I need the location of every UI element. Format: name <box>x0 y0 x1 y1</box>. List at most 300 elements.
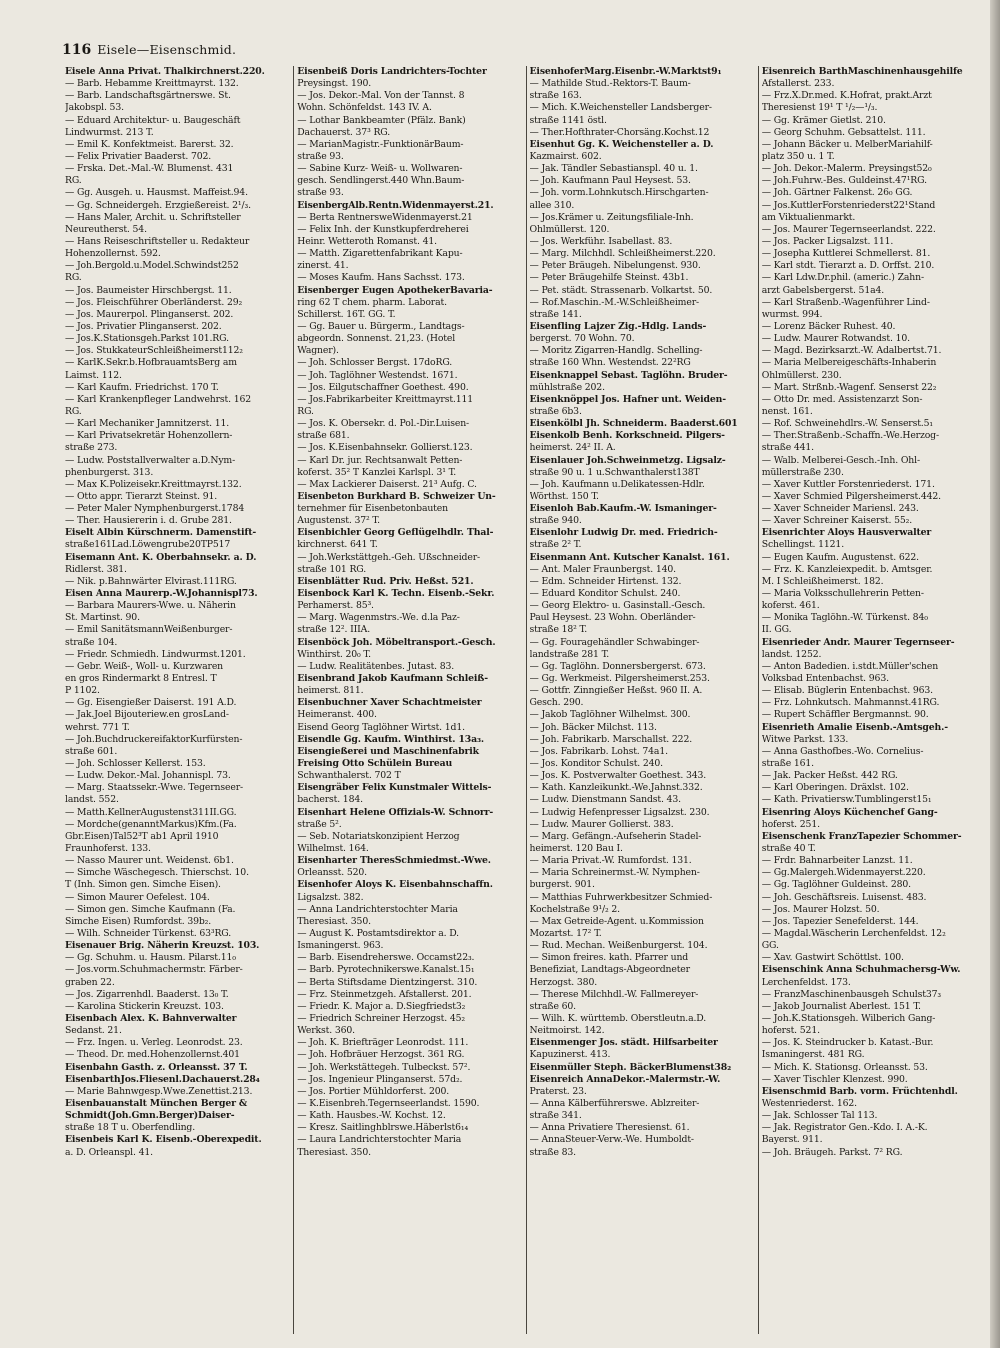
directory-entry-line: — Anna Gasthofbes.-Wo. Cornelius- <box>761 745 924 757</box>
directory-entry-line: — Simon gen. Simche Kaufmann (Fa. <box>65 903 236 915</box>
directory-entry-line: Praterst. 23. <box>529 1085 587 1097</box>
directory-entry-line: Gbr.Eisen)Tal52³T ab1 April 1910 <box>65 830 219 842</box>
directory-entry-line: — Peter Maler Nymphenburgerst.1784 <box>65 503 245 515</box>
directory-entry-line: — Georg Schuhm. Gebsattelst. 111. <box>761 126 926 138</box>
directory-entry-line: — Jos. K. Obersekr. d. Pol.-Dir.Luisen- <box>297 418 470 430</box>
directory-entry-line: RG. <box>65 272 82 284</box>
directory-entry-line: — Ludw. Maurer Rotwandst. 10. <box>761 333 910 345</box>
directory-entry-line: — Marg. Gefängn.-Aufseherin Stadel- <box>529 830 702 842</box>
directory-entry-line: — Marie Bahnwgesp.Wwe.Zenettist.213. <box>65 1085 253 1097</box>
directory-entry-line: — Xav. Gastwirt Schöttlst. 100. <box>761 952 904 964</box>
directory-surname-line: Eisenring Aloys Küchenchef Gang- <box>761 806 938 818</box>
directory-entry-line: — Hans Maler, Archit. u. Schriftsteller <box>65 211 241 223</box>
directory-entry-line: straße 163. <box>529 90 582 102</box>
directory-entry-line: — Wilh. K. württemb. Oberstleutn.a.D. <box>529 1012 707 1024</box>
directory-entry-line: — Jos. StukkateurSchleißheimerst112₂ <box>65 345 243 357</box>
directory-entry-line: — Theod. Dr. med.Hohenzollernst.401 <box>65 1049 240 1061</box>
directory-entry-line: — Seb. Notariatskonzipient Herzog <box>297 830 460 842</box>
directory-entry-line: Ridlerst. 381. <box>65 563 127 575</box>
directory-entry-line: — Jakob Journalist Aberlest. 151 T. <box>761 1000 921 1012</box>
directory-entry-line: straße 12². IIIA. <box>297 624 371 636</box>
directory-entry-line: — Joh. Bräugeh. Parkst. 7² RG. <box>761 1146 903 1158</box>
directory-entry-line: Jakobspl. 53. <box>65 102 124 114</box>
directory-entry-line: — Karl Straßenb.-Wagenführer Lind- <box>761 296 930 308</box>
directory-entry-line: — Barb. Hebamme Kreittmayrst. 132. <box>65 78 239 90</box>
directory-entry-line: nenst. 161. <box>761 405 813 417</box>
directory-entry-line: — Jos. Maurer Holzst. 50. <box>761 903 880 915</box>
directory-entry-line: straße 601. <box>65 745 118 757</box>
directory-entry-line: Eisend Georg Taglöhner Wirtst. 1d1. <box>297 721 465 733</box>
directory-surname-line: Eisenbeis Karl K. Eisenb.-Oberexpedit. <box>65 1134 262 1146</box>
directory-entry-line: Bayerst. 911. <box>761 1134 823 1146</box>
directory-entry-line: — Karl Kaufm. Friedrichst. 170 T. <box>65 381 219 393</box>
directory-entry-line: — Marg. Milchhdl. Schleißheimerst.220. <box>529 248 716 260</box>
directory-entry-line: abgeordn. Sonnenst. 21,23. (Hotel <box>297 333 456 345</box>
directory-surname-line: Eisenlauer Joh.Schweinmetzg. Ligsalz- <box>529 454 726 466</box>
directory-entry-line: — Joh. Dekor.-Malerm. Preysingst52₀ <box>761 163 932 175</box>
directory-entry-line: — Frz. Lohnkutsch. Mahmannst.41RG. <box>761 697 940 709</box>
directory-entry-line: — Karolina Stickerin Kreuzst. 103. <box>65 1000 224 1012</box>
directory-entry-line: — Kath. Kanzleikunkt.-We.Jahnst.332. <box>529 782 703 794</box>
directory-surname-line: Eisenhart Helene Offizials-W. Schnorr- <box>297 806 494 818</box>
directory-entry-line: — Xaver Schneider Mariensl. 243. <box>761 503 919 515</box>
directory-entry-line: straße 141. <box>529 308 582 320</box>
directory-entry-line: — Mathilde Stud.-Rektors-T. Baum- <box>529 78 691 90</box>
directory-entry-line: — Gebr. Weiß-, Woll- u. Kurzwaren <box>65 660 224 672</box>
directory-entry-line: — Joh. vorm.Lohnkutsch.Hirschgarten- <box>529 187 709 199</box>
directory-entry-line: straße 2² T. <box>529 539 582 551</box>
directory-entry-line: — Karl Oberingen. Dräxlst. 102. <box>761 782 909 794</box>
directory-entry-line: — Felix Privatier Baaderst. 702. <box>65 150 212 162</box>
directory-entry-line: — Joh. Hofbräuer Herzogst. 361 RG. <box>297 1049 465 1061</box>
directory-surname-line: Eisenbeton Burkhard B. Schweizer Un- <box>297 490 496 502</box>
directory-entry-line: — Moritz Zigarren-Handlg. Schelling- <box>529 345 703 357</box>
directory-entry-line: — Jos. Ingenieur Plinganserst. 57d₂. <box>297 1073 463 1085</box>
directory-entry-line: — Matth. Zigarettenfabrikant Kapu- <box>297 248 463 260</box>
directory-entry-line: — Joh. Fabrikarb. Marschallst. 222. <box>529 733 693 745</box>
directory-entry-line: — Friedrich Schreiner Herzogst. 45₂ <box>297 1012 465 1024</box>
directory-entry-line: arzt Gabelsbergerst. 51a4. <box>761 284 885 296</box>
directory-entry-line: — Joh. Schlosser Bergst. 17doRG. <box>297 357 453 369</box>
directory-entry-line: — Simche Wäschegesch. Thierschst. 10. <box>65 867 249 879</box>
directory-entry-line: am Viktualienmarkt. <box>761 211 856 223</box>
directory-entry-line: landst. 552. <box>65 794 119 806</box>
directory-entry-line: — Jos. Maurerpol. Plinganserst. 202. <box>65 308 234 320</box>
directory-surname-line: Eisenschink Anna Schuhmachersg-Ww. <box>761 964 961 976</box>
directory-entry-line: — Ludw. Poststallverwalter a.D.Nym- <box>65 454 236 466</box>
directory-entry-line: burgerst. 901. <box>529 879 595 891</box>
directory-entry-line: — Edm. Schneider Hirtenst. 132. <box>529 575 682 587</box>
directory-entry-line: landstraße 281 T. <box>529 648 610 660</box>
directory-column-2 <box>294 66 526 1334</box>
directory-entry-line: — Therese Milchhdl.-W. Fallmereyer- <box>529 988 699 1000</box>
directory-entry-line: wurmst. 994. <box>761 308 823 320</box>
directory-entry-line: — Jos. Packer Ligsalzst. 111. <box>761 235 894 247</box>
directory-surname-line: Eisenbock Karl K. Techn. Eisenb.-Sekr. <box>297 588 495 600</box>
directory-surname-line: Eisenknöppel Jos. Hafner unt. Weiden- <box>529 393 726 405</box>
directory-entry-line: — Jos. Eilgutschaffner Goethest. 490. <box>297 381 469 393</box>
directory-entry-line: Wörthst. 150 T. <box>529 490 599 502</box>
directory-surname-line: Schmidt(Joh.Gmn.Berger)Daiser- <box>65 1110 235 1122</box>
directory-entry-line: wehrst. 771 T. <box>65 721 130 733</box>
directory-entry-line: — Jos. Portier Mühldorferst. 200. <box>297 1085 450 1097</box>
directory-entry-line: — Ther. Hausiererin i. d. Grube 281. <box>65 515 232 527</box>
directory-entry-line: Ismaningerst. 963. <box>297 940 384 952</box>
directory-entry-line: allee 310. <box>529 199 575 211</box>
directory-entry-line: — Lothar Bankbeamter (Pfälz. Bank) <box>297 114 466 126</box>
directory-entry-line: Schillerst. 16T. GG. T. <box>297 308 396 320</box>
directory-entry-line: Fraunhoferst. 133. <box>65 843 151 854</box>
directory-entry-line: Ismaningerst. 481 RG. <box>761 1049 865 1061</box>
directory-entry-line: — Peter Bräugeh. Nibelungenst. 930. <box>529 260 701 272</box>
directory-entry-line: — Jos. Maurer Tegernseerlandst. 222. <box>761 223 936 235</box>
directory-entry-line: — Johann Bäcker u. MelberMariahilf- <box>761 138 933 150</box>
directory-entry-line: — Frska. Det.-Mal.-W. Blumenst. 431 <box>65 163 234 175</box>
directory-entry-line: — Joh. Kaufmann u.Delikatessen-Hdlr. <box>529 478 705 490</box>
directory-entry-line: — Gg. Eisengießer Daiserst. 191 A.D. <box>65 697 237 709</box>
directory-entry-line: — Rof. Schweinehdlrs.-W. Senserst.5₁ <box>761 418 933 430</box>
directory-entry-line: — Georg Elektro- u. Gasinstall.-Gesch. <box>529 600 706 612</box>
directory-surname-line: Eisenhofer Aloys K. Eisenbahnschaffn. <box>297 879 493 891</box>
directory-entry-line: Augustenst. 37² T. <box>297 515 380 527</box>
directory-entry-line: — Jak. Registrator Gen.-Kdo. I. A.-K. <box>761 1122 928 1134</box>
directory-entry-line: — Gg. Schuhm. u. Hausm. Pilarst.11₀ <box>65 952 236 964</box>
directory-surname-line: Eisenböck Joh. Möbeltransport.-Gesch. <box>297 636 496 648</box>
directory-entry-line: — Moses Kaufm. Hans Sachsst. 173. <box>297 272 465 284</box>
directory-entry-line: — Ludwig Hefenpresser Ligsalzst. 230. <box>529 806 710 818</box>
directory-entry-line: — Ther.Straßenb.-Schaffn.-We.Herzog- <box>761 430 939 442</box>
directory-entry-line: Ohlmüllerst. 230. <box>761 369 842 381</box>
directory-entry-line: Laimst. 112. <box>65 369 122 381</box>
directory-entry-line: — Joh. Taglöhner Westendst. 1671. <box>297 369 458 381</box>
directory-entry-line: — Elisab. Büglerin Entenbachst. 963. <box>761 685 933 697</box>
directory-entry-line: Sedanst. 21. <box>65 1025 122 1037</box>
directory-entry-line: Heinr. Wetteroth Romanst. 41. <box>297 235 437 247</box>
directory-entry-line: GG. <box>761 940 779 952</box>
directory-entry-line: phenburgerst. 313. <box>65 466 154 478</box>
directory-entry-line: — Max K.Polizeisekr.Kreittmayrst.132. <box>65 478 242 490</box>
directory-entry-line: — Mart. Strßnb.-Wagenf. Senserst 22₂ <box>761 381 937 393</box>
directory-entry-line: Wilhelmst. 164. <box>297 843 369 854</box>
directory-entry-line: — Friedr. K. Major a. D.Siegfriedst3₂ <box>297 1000 466 1012</box>
directory-entry-line: — Berta Stiftsdame Dientzingerst. 310. <box>297 976 478 988</box>
directory-entry-line: — Barb. Landschaftsgärtnerswe. St. <box>65 90 231 102</box>
directory-entry-line: — Max Lackierer Daiserst. 21³ Aufg. C. <box>297 478 477 490</box>
directory-surname-line: Eisenhut Gg. K. Weichensteller a. D. <box>529 138 714 150</box>
directory-surname-line: Eisenrieder Andr. Maurer Tegernseer- <box>761 636 955 648</box>
directory-entry-line: — Frz. K. Kanzleiexpedit. b. Amtsger. <box>761 563 933 575</box>
directory-surname-line: Eisengießerei und Maschinenfabrik <box>297 745 479 757</box>
directory-entry-line: Werkst. 360. <box>297 1025 355 1037</box>
directory-entry-line: — Jakob Taglöhner Wilhelmst. 300. <box>529 709 691 721</box>
directory-entry-line: — Anton Badedien. i.stdt.Müller'schen <box>761 660 939 672</box>
directory-entry-line: Hohenzollernst. 592. <box>65 248 161 260</box>
directory-entry-line: — Joh. Kaufmann Paul Heysest. 53. <box>529 175 691 187</box>
directory-entry-line: — Ludw. Dienstmann Sandst. 43. <box>529 794 681 806</box>
directory-entry-line: — Anna Landrichterstochter Maria <box>297 903 458 915</box>
directory-entry-line: — Joh.Werkstättgeh.-Geh. Ußschneider- <box>297 551 480 563</box>
directory-entry-line: — Joh. Werkstättegeh. Tulbeckst. 57². <box>297 1061 471 1073</box>
directory-entry-line: — Ludw. Maurer Gollierst. 383. <box>529 818 674 830</box>
directory-entry-line: — MarianMagistr.-FunktionärBaum- <box>297 138 464 150</box>
directory-entry-line: — Jos. Konditor Schulst. 240. <box>529 758 663 770</box>
directory-entry-line: M. I Schleißheimerst. 182. <box>761 575 884 587</box>
directory-entry-line: ring 62 T chem. pharm. Laborat. <box>297 296 447 308</box>
directory-entry-line: Kapuzinerst. 413. <box>529 1049 611 1061</box>
directory-entry-line: — Jos.vorm.Schuhmachermstr. Färber- <box>65 964 243 976</box>
directory-entry-line: — Berta RentnersweWidenmayerst.21 <box>297 211 473 223</box>
directory-surname-line: Eisenbrand Jakob Kaufmann Schleiß- <box>297 673 488 685</box>
directory-entry-line: graben 22. <box>65 976 115 988</box>
directory-entry-line: Herzogst. 380. <box>529 976 598 988</box>
directory-entry-line: zinerst. 41. <box>297 260 349 272</box>
directory-entry-line: straße 83. <box>529 1146 576 1158</box>
directory-entry-line: — Eduard Architektur- u. Baugeschäft <box>65 114 241 126</box>
directory-entry-line: — Peter Bräugehilfe Steinst. 43b1. <box>529 272 689 284</box>
directory-entry-line: Wohn. Schönfeldst. 143 IV. A. <box>297 102 432 114</box>
directory-entry-line: — Jos. K.Eisenbahnsekr. Gollierst.123. <box>297 442 473 454</box>
directory-entry-line: — Jos. Zigarrenhdl. Baaderst. 13₀ T. <box>65 988 229 1000</box>
directory-entry-line: — Jak.Joel Bijouteriew.en grosLand- <box>65 709 229 721</box>
directory-entry-line: — Jak. Packer Heßst. 442 RG. <box>761 770 898 782</box>
directory-entry-line: — Jos.Fabrikarbeiter Kreittmayrst.111 <box>297 393 474 405</box>
directory-entry-line: Theresiast. 350. <box>297 1146 371 1158</box>
directory-entry-line: — Friedr. Schmiedh. Lindwurmst.1201. <box>65 648 246 660</box>
directory-surname-line: Eisenrichter Aloys Hausverwalter <box>761 527 932 539</box>
directory-surname-line: Eisenbahn Gasth. z. Orleansst. 37 T. <box>65 1061 248 1073</box>
directory-entry-line: — Ludw. Dekor.-Mal. Johannispl. 73. <box>65 770 231 782</box>
directory-entry-line: Volksbad Entenbachst. 963. <box>761 673 889 685</box>
directory-entry-line: — August K. Postamtsdirektor a. D. <box>297 927 459 939</box>
directory-entry-line: — Anna Privatiere Theresienst. 61. <box>529 1122 690 1134</box>
directory-surname-line: Eisenharter TheresSchmiedmst.-Wwe. <box>297 855 491 867</box>
directory-surname-line: Eisenfling Lajzer Zig.-Hdlg. Lands- <box>529 320 707 332</box>
directory-entry-line: — KarlK.Sekr.b.HofbrauamtsBerg am <box>65 357 237 369</box>
directory-entry-line: straße 273. <box>65 442 118 454</box>
directory-entry-line: — Joh.BuchdruckereifaktorKurfürsten- <box>65 733 243 745</box>
directory-entry-line: straße 101 RG. <box>297 563 367 575</box>
directory-surname-line: Eisenmann Ant. Kutscher Kanalst. 161. <box>529 551 730 563</box>
directory-surname-line: Eisenblätter Rud. Priv. Heßst. 521. <box>297 575 474 587</box>
directory-entry-line: straße 6b3. <box>529 405 582 417</box>
directory-entry-line: — Jos. Privatier Plinganserst. 202. <box>65 320 222 332</box>
directory-entry-line: straße 93. <box>297 150 344 162</box>
directory-entry-line: — Kath. Hausbes.-W. Kochst. 12. <box>297 1110 446 1122</box>
directory-surname-line: Eisenkölbl Jh. Schneiderm. Baaderst.601 <box>529 418 738 430</box>
directory-entry-line: — Nik. p.Bahnwärter Elvirast.111RG. <box>65 575 237 587</box>
directory-entry-line: — Joh. K. Briefträger Leonrodst. 111. <box>297 1037 469 1049</box>
directory-entry-line: — Jak. Schlosser Tal 113. <box>761 1110 878 1122</box>
directory-entry-line: straße 161. <box>761 758 814 770</box>
directory-entry-line: Schwanthalerst. 702 T <box>297 770 401 782</box>
directory-entry-line: — Gg. Krämer Gietlst. 210. <box>761 114 886 126</box>
directory-entry-line: — Jos. Fabrikarb. Lohst. 74a1. <box>529 745 668 757</box>
page-number: 116 <box>62 42 92 58</box>
directory-surname-line: Eisenauer Brig. Näherin Kreuzst. 103. <box>65 940 260 952</box>
directory-entry-line: straße 341. <box>529 1110 582 1122</box>
directory-entry-line: — AnnaSteuer-Verw.-We. Humboldt- <box>529 1134 694 1146</box>
directory-entry-line: — Xaver Schreiner Kaiserst. 55₂. <box>761 515 912 527</box>
directory-entry-line: straße 93. <box>297 187 344 199</box>
directory-entry-line: — Gg.Malergeh.Widenmayerst.220. <box>761 867 926 879</box>
directory-entry-line: Theresienst 19¹ T ¹/₂—¹/₃. <box>761 102 878 114</box>
directory-entry-line: Preysingst. 190. <box>297 78 372 90</box>
directory-entry-line: bacherst. 184. <box>297 794 363 806</box>
directory-entry-line: — Jos. Tapezier Senefelderst. 144. <box>761 915 919 927</box>
directory-entry-line: — Jos. Baumeister Hirschbergst. 11. <box>65 284 232 296</box>
directory-surname-line: Eisele Anna Privat. Thalkirchnerst.220. <box>65 66 265 77</box>
directory-surname-line: Eisenmenger Jos. städt. Hilfsarbeiter <box>529 1037 718 1049</box>
directory-surname-line: Eisenreich BarthMaschinenhausgehilfe <box>761 66 963 77</box>
directory-entry-line: — Jos.KuttlerForstenriederst22¹Stand <box>761 199 936 211</box>
page-binding-edge <box>990 0 1000 1348</box>
directory-entry-line: — Rud. Mechan. Weißenburgerst. 104. <box>529 940 708 952</box>
directory-entry-line: — Xaver Schmied Pilgersheimerst.442. <box>761 490 941 502</box>
directory-entry-line: — Jak. Tändler Sebastianspl. 40 u. 1. <box>529 163 698 175</box>
directory-entry-line: en gros Rindermarkt 8 Entresl. T <box>65 673 217 685</box>
directory-entry-line: — Jos. Fleischführer Oberländerst. 29₂ <box>65 296 243 308</box>
directory-entry-line: — Ant. Maler Fraunbergst. 140. <box>529 563 676 575</box>
directory-entry-line: — Gg. Ausgeh. u. Hausmst. Maffeist.94. <box>65 187 248 199</box>
directory-entry-line: Neureutherst. 54. <box>65 223 147 235</box>
directory-entry-line: Theresiast. 350. <box>297 915 371 927</box>
directory-entry-line: heimerst. 24² II. A. <box>529 442 616 454</box>
directory-entry-line: — FranzMaschinenbausgeh Schulst37₃ <box>761 988 941 1000</box>
directory-entry-line: — Pet. städt. Strassenarb. Volkartst. 50. <box>529 284 713 296</box>
directory-columns <box>62 66 990 1334</box>
directory-surname-line: Eisenbeiß Doris Landrichters-Tochter <box>297 66 487 77</box>
directory-entry-line: — Marg. Wagenmstrs.-We. d.la Paz- <box>297 612 460 624</box>
directory-entry-line: ternehmer für Eisenbetonbauten <box>297 503 448 515</box>
directory-surname-line: Eisengräber Felix Kunstmaler Wittels- <box>297 782 492 794</box>
directory-entry-line: straße 104. <box>65 636 118 648</box>
directory-entry-line: straße161Lad.Löwengrube20TP517 <box>65 539 231 551</box>
directory-entry-line: straße 160 Whn. Westendst. 22²RG <box>529 357 691 369</box>
directory-entry-line: Heimeranst. 400. <box>297 709 377 721</box>
directory-surname-line: EisenbergAlb.Rentn.Widenmayerst.21. <box>297 199 494 211</box>
directory-entry-line: — Gg. Fouragehändler Schwabinger- <box>529 636 700 648</box>
directory-entry-line: — Gg. Taglöhn. Donnersbergerst. 673. <box>529 660 706 672</box>
directory-entry-line: — Josepha Kuttlerei Schmellerst. 81. <box>761 248 931 260</box>
directory-entry-line: straße 681. <box>297 430 350 442</box>
directory-surname-line: Eisenmüller Steph. BäckerBlumenst38₂ <box>529 1061 731 1073</box>
directory-entry-line: straße 5². <box>297 818 342 830</box>
directory-entry-line: — Joh.K.Stationsgeh. Wilberich Gang- <box>761 1012 936 1024</box>
directory-entry-line: mühlstraße 202. <box>529 381 605 393</box>
directory-entry-line: platz 350 u. 1 T. <box>761 150 835 162</box>
directory-entry-line: — Maria Melbereigeschäfts-Inhaberin <box>761 357 937 369</box>
directory-entry-line: Winthirst. 20₀ T. <box>297 648 371 660</box>
directory-entry-line: — Rupert Schäffler Bergmannst. 90. <box>761 709 929 721</box>
directory-entry-line: — Emil SanitätsmannWeißenburger- <box>65 624 233 636</box>
directory-entry-line: — Ther.Hofthrater-Chorsäng.Kochst.12 <box>529 126 710 138</box>
directory-entry-line: — Matth.KellnerAugustenst311II.GG. <box>65 806 237 818</box>
directory-entry-line: — Joh. Gärtner Falkenst. 26₀ GG. <box>761 187 913 199</box>
directory-entry-line: straße 60. <box>529 1000 576 1012</box>
directory-surname-line: Eisendle Gg. Kaufm. Winthirst. 13a₃. <box>297 733 484 745</box>
directory-entry-line: RG. <box>65 405 82 417</box>
directory-surname-line: Eisenbuchner Xaver Schachtmeister <box>297 697 482 709</box>
page-header <box>62 42 236 64</box>
directory-entry-line: straße 1141 östl. <box>529 114 607 126</box>
directory-entry-line: — Maria Volksschullehrerin Petten- <box>761 588 924 600</box>
directory-entry-line: — Joh. Bäcker Milchst. 113. <box>529 721 657 733</box>
directory-entry-line: — Gg. Taglöhner Guldeinst. 280. <box>761 879 911 891</box>
directory-entry-line: Ligsalzst. 382. <box>297 891 364 903</box>
directory-entry-line: hoferst. 251. <box>761 818 820 830</box>
directory-entry-line: straße 18 T u. Oberfendling. <box>65 1122 196 1134</box>
directory-surname-line: EisenhoferMarg.Eisenbr.-W.Marktst9₁ <box>529 66 722 77</box>
directory-entry-line: Kazmairst. 602. <box>529 150 602 162</box>
directory-entry-line: — Eduard Konditor Schulst. 240. <box>529 588 681 600</box>
directory-surname-line: EisenbarthJos.Fliesenl.Dachauerst.28₄ <box>65 1073 260 1085</box>
directory-entry-line: Gesch. 290. <box>529 697 584 709</box>
directory-entry-line: — Emil K. Konfektmeist. Barerst. 32. <box>65 138 234 150</box>
directory-entry-line: — Matthias Fuhrwerkbesitzer Schmied- <box>529 891 713 903</box>
directory-entry-line: — Jos. K. Postverwalter Goethest. 343. <box>529 770 707 782</box>
directory-entry-line: Benefiziat, Landtags-Abgeordneter <box>529 964 690 976</box>
directory-entry-line: Afstallerst. 233. <box>761 78 835 90</box>
directory-entry-line: Neitmoirst. 142. <box>529 1025 605 1037</box>
directory-entry-line: müllerstraße 230. <box>761 466 844 478</box>
directory-entry-line: — Frz.X.Dr.med. K.Hofrat, prakt.Arzt <box>761 90 932 102</box>
directory-entry-line: Mozartst. 17² T. <box>529 927 602 939</box>
directory-column-1 <box>62 66 294 1334</box>
directory-entry-line: — K.Eisenbreh.Tegernseerlandst. 1590. <box>297 1097 480 1109</box>
directory-entry-line: Westenriederst. 162. <box>761 1097 857 1109</box>
directory-entry-line: — Kath. Privatiersw.Tumblingerst15₁ <box>761 794 932 806</box>
directory-entry-line: — Hans Reiseschriftsteller u. Redakteur <box>65 235 250 247</box>
directory-entry-line: Simche Eisen) Rumfordst. 39b₂. <box>65 915 212 927</box>
directory-entry-line: — Karl Mechaniker Jamnitzerst. 11. <box>65 418 230 430</box>
directory-entry-line: straße 90 u. 1 u.Schwanthalerst138T <box>529 466 700 478</box>
directory-surname-line: Eisenloh Bab.Kaufm.-W. Ismaninger- <box>529 503 717 515</box>
directory-entry-line: St. Martinst. 90. <box>65 612 140 624</box>
directory-entry-line: Orleansst. 520. <box>297 867 367 879</box>
directory-entry-line: — Xaver Tischler Klenzest. 990. <box>761 1073 908 1085</box>
directory-entry-line: — Simon freires. kath. Pfarrer und <box>529 952 689 964</box>
directory-surname-line: Freising Otto Schülein Bureau <box>297 758 453 770</box>
directory-entry-line: — Jos. K. Steindrucker b. Katast.-Bur. <box>761 1037 934 1049</box>
directory-entry-line: — Karl Privatsekretär Hohenzollern- <box>65 430 233 442</box>
directory-entry-line: hoferst. 521. <box>761 1025 820 1037</box>
directory-entry-line: — Karl Dr. jur. Rechtsanwalt Petten- <box>297 454 463 466</box>
directory-entry-line: kirchnerst. 641 T. <box>297 539 378 551</box>
directory-surname-line: Eisenlohr Ludwig Dr. med. Friedrich- <box>529 527 718 539</box>
directory-entry-line: landst. 1252. <box>761 648 822 660</box>
directory-entry-line: — Frz. Steinmetzgeh. Afstallerst. 201. <box>297 988 472 1000</box>
directory-surname-line: Eisen Anna Maurerp.-W.Johannispl73. <box>65 588 258 600</box>
directory-entry-line: — Gottfr. Zinngießer Heßst. 960 II. A. <box>529 685 703 697</box>
directory-column-3 <box>527 66 759 1334</box>
directory-entry-line: koferst. 35² T Kanzlei Karlspl. 3¹ T. <box>297 466 457 478</box>
directory-entry-line: heimerst. 120 Bau I. <box>529 843 623 854</box>
directory-entry-line: — Walb. Melberei-Gesch.-Inh. Ohl- <box>761 454 920 466</box>
directory-entry-line: — Joh. Geschäftsreis. Luisenst. 483. <box>761 891 927 903</box>
directory-entry-line: — Gg. Bauer u. Bürgerm., Landtags- <box>297 320 465 332</box>
directory-entry-line: straße 940. <box>529 515 582 527</box>
directory-entry-line: Schellingst. 1121. <box>761 539 845 551</box>
directory-entry-line: — Sabine Kurz- Weiß- u. Wollwaren- <box>297 163 463 175</box>
directory-surname-line: Eisenbauanstalt München Berger & <box>65 1097 248 1109</box>
directory-entry-line: — Otto Dr. med. Assistenzarzt Son- <box>761 393 923 405</box>
directory-entry-line: — Max Getreide-Agent. u.Kommission <box>529 915 704 927</box>
directory-entry-line: — Karl Krankenpfleger Landwehrst. 162 <box>65 393 252 405</box>
directory-entry-line: — Barb. Eisendreherswe. Occamst22₃. <box>297 952 475 964</box>
directory-entry-line: straße 18² T. <box>529 624 588 636</box>
directory-entry-line: — Jos.Krämer u. Zeitungsfiliale-Inh. <box>529 211 694 223</box>
directory-entry-line: — Karl Ldw.Dr.phil. (americ.) Zahn- <box>761 272 924 284</box>
